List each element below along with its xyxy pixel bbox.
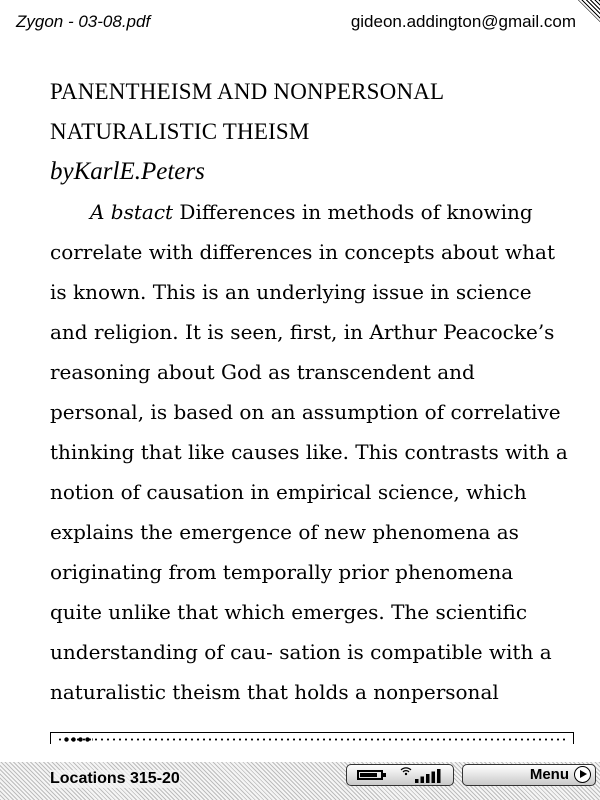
- article-byline: byKarlE.Peters: [50, 158, 205, 185]
- location-indicator: Locations 315-20: [50, 770, 180, 787]
- text-line-rest: Differences in methods of knowing: [173, 200, 533, 224]
- article-body: [50, 192, 580, 712]
- text-line: is known. This is an underlying issue in science: [50, 280, 532, 304]
- abstract-label: A bstact: [90, 200, 174, 224]
- text-line: thinking that like causes like. This contrasts with a: [50, 440, 568, 464]
- article-title: [50, 72, 580, 152]
- text-line: correlate with differences in concepts about what: [50, 240, 555, 264]
- text-line: understanding of cau- sation is compatible with a: [50, 640, 552, 664]
- progress-fill: [63, 737, 93, 742]
- signal-bar: [421, 777, 425, 784]
- document-title: Zygon - 03-08.pdf: [16, 12, 151, 31]
- signal-bar: [415, 779, 419, 783]
- text-line: quite unlike that which emerges. The scientific: [50, 600, 528, 624]
- signal-bar: [426, 774, 430, 783]
- title-line: PANENTHEISM AND NONPERSONAL: [50, 79, 445, 104]
- page-corner-bookmark-icon[interactable]: [578, 0, 600, 22]
- page-content: [50, 72, 580, 712]
- text-line: notion of causation in empirical science, which: [50, 480, 527, 504]
- menu-button[interactable]: [462, 764, 596, 786]
- status-footer: [0, 762, 600, 800]
- battery-icon: [357, 770, 383, 780]
- title-bar: [0, 0, 600, 44]
- wireless-signal-icon: [399, 767, 443, 783]
- device-status: [346, 764, 454, 786]
- text-line: naturalistic theism that holds a nonpersonal: [50, 680, 499, 704]
- title-line: NATURALISTIC THEISM: [50, 119, 310, 144]
- text-line: personal, is based on an assumption of correlative: [50, 400, 561, 424]
- text-line: [50, 192, 580, 232]
- account-email: gideon.addington@gmail.com: [350, 12, 576, 31]
- progress-track: [57, 738, 567, 741]
- text-line: reasoning about God as transcendent and: [50, 360, 475, 384]
- signal-bar: [432, 772, 436, 784]
- signal-bar: [437, 769, 441, 783]
- menu-label: Menu: [529, 766, 569, 783]
- text-line: originating from temporally prior phenomena: [50, 560, 514, 584]
- text-line: explains the emergence of new phenomena as: [50, 520, 519, 544]
- battery-level: [360, 773, 377, 777]
- arrow-right-icon: [574, 766, 591, 783]
- reading-progress-bar[interactable]: [50, 732, 574, 744]
- text-line: and religion. It is seen, first, in Arthur Peacocke’s: [50, 320, 555, 344]
